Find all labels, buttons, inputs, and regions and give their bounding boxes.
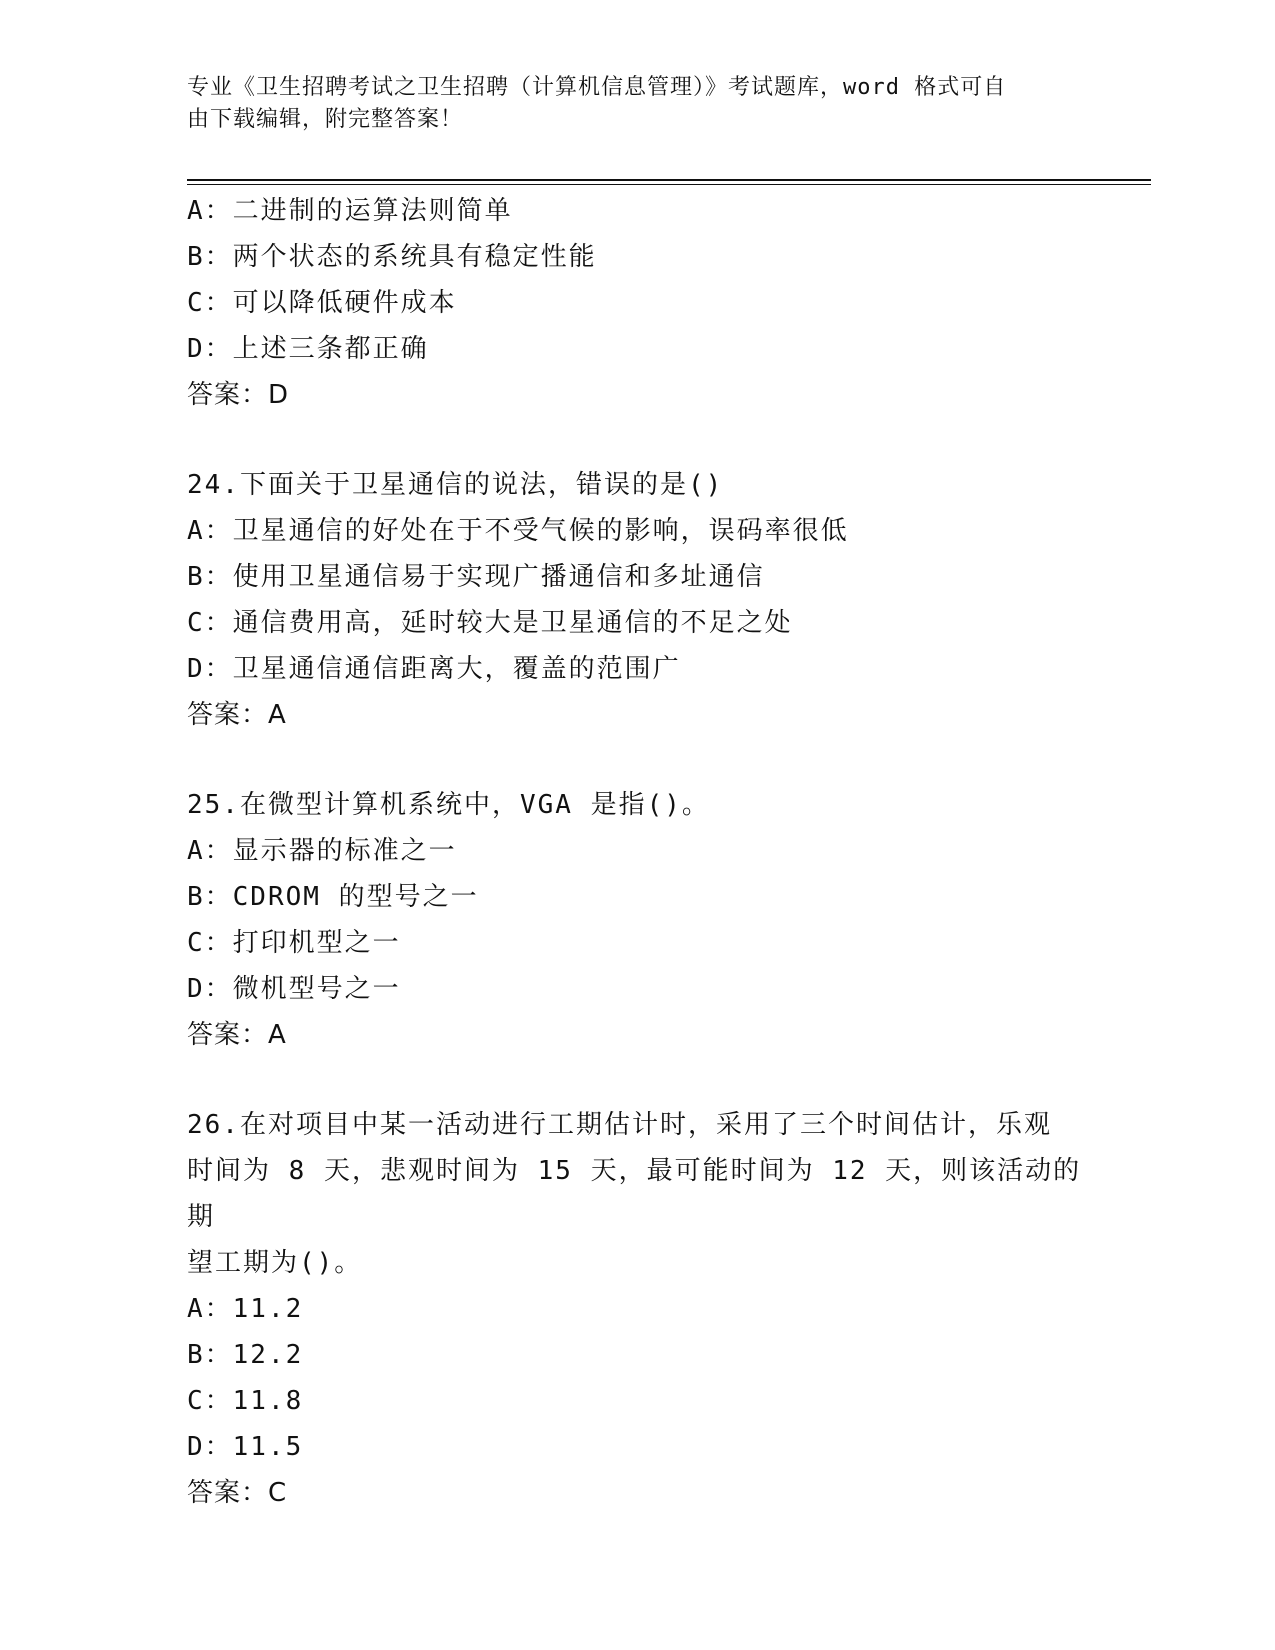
question-25 [187, 782, 1087, 1058]
question-24 [187, 462, 1087, 738]
question-stem-line-2: 时间为 8 天，悲观时间为 15 天，最可能时间为 12 天，则该活动的期 [187, 1156, 1082, 1232]
option-c: C：打印机型之一 [187, 928, 401, 958]
option-a: A：卫星通信的好处在于不受气候的影响，误码率很低 [187, 516, 849, 546]
option-a: A：显示器的标准之一 [187, 836, 457, 866]
answer-line: 答案：A [187, 1020, 287, 1050]
question-stem-line-1: 26.在对项目中某一活动进行工期估计时，采用了三个时间估计，乐观 [187, 1110, 1052, 1140]
spacer [187, 738, 1087, 782]
spacer [187, 418, 1087, 462]
answer-line: 答案：A [187, 700, 287, 730]
option-d: D：卫星通信通信距离大，覆盖的范围广 [187, 654, 681, 684]
option-b: B：使用卫星通信易于实现广播通信和多址通信 [187, 562, 765, 592]
question-stem: 25.在微型计算机系统中，VGA 是指()。 [187, 790, 710, 820]
header-divider-thin [187, 184, 1151, 185]
option-b: B：CDROM 的型号之一 [187, 882, 479, 912]
question-list [187, 188, 1087, 1516]
question-stem: 24.下面关于卫星通信的说法，错误的是() [187, 470, 724, 500]
header-divider-thick [187, 179, 1151, 181]
option-d: D：11.5 [187, 1432, 304, 1462]
header-line-2: 由下载编辑，附完整答案！ [187, 107, 464, 132]
option-a: A：11.2 [187, 1294, 304, 1324]
option-d: D：上述三条都正确 [187, 334, 429, 364]
answer-line: 答案：C [187, 1478, 288, 1508]
option-b: B：12.2 [187, 1340, 304, 1370]
option-a: A：二进制的运算法则简单 [187, 196, 513, 226]
question-26 [187, 1102, 1087, 1516]
question-23 [187, 188, 1087, 418]
spacer [187, 1058, 1087, 1102]
answer-line: 答案：D [187, 380, 290, 410]
option-b: B：两个状态的系统具有稳定性能 [187, 242, 597, 272]
option-d: D：微机型号之一 [187, 974, 401, 1004]
document-header [187, 72, 1067, 136]
option-c: C：可以降低硬件成本 [187, 288, 457, 318]
option-c: C：11.8 [187, 1386, 304, 1416]
question-stem-line-3: 望工期为()。 [187, 1248, 363, 1278]
option-c: C：通信费用高，延时较大是卫星通信的不足之处 [187, 608, 793, 638]
header-line-1: 专业《卫生招聘考试之卫生招聘（计算机信息管理）》考试题库，word 格式可自 [187, 75, 1007, 100]
